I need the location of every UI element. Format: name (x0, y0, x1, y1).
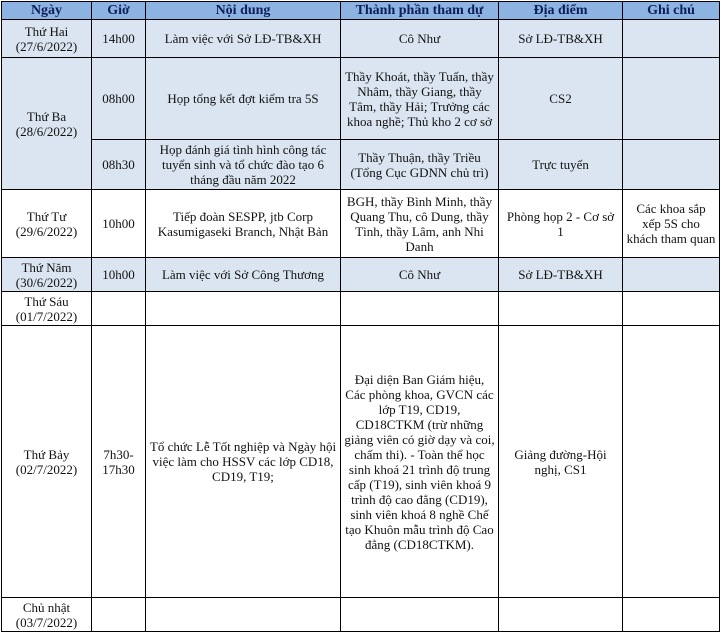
day-name: Thứ Ba (26, 108, 67, 124)
header-location: Địa điểm (499, 2, 623, 20)
table-row (2, 20, 720, 58)
time-cell: 08h00 (92, 58, 146, 140)
attendees-cell: Đại diện Ban Giám hiệu, Các phòng khoa, GVCN các lớp T19, CD19, CD18CTKM (trừ những giảng viên có giờ dạy và coi, chấm thi). - Toàn thể học sinh khoá 21 trình độ trung cấp (T19), sinh viên khoá 9 trình độ cao đẳng (CD19), sinh viên khoá 8 nghề Chế tạo Khuôn mẫu trình độ Cao đẳng (CD18CTKM). (341, 326, 499, 598)
table-row (2, 258, 720, 292)
schedule-table (1, 1, 720, 632)
note-cell (623, 598, 720, 632)
content-cell: Làm việc với Sở Công Thương (146, 258, 341, 292)
header-row (2, 2, 720, 20)
content-cell: Làm việc với Sở LĐ-TB&XH (146, 20, 341, 58)
table-row (2, 190, 720, 258)
location-cell (499, 598, 623, 632)
day-date: (30/6/2022) (15, 274, 78, 290)
time-cell: 10h00 (92, 258, 146, 292)
time-cell: 08h30 (92, 140, 146, 190)
attendees-cell (341, 292, 499, 326)
location-cell: Trực tuyến (499, 140, 623, 190)
day-name: Thứ Sáu (24, 293, 69, 309)
table-row (2, 292, 720, 326)
day-date: (02/7/2022) (15, 461, 78, 477)
location-cell: Sở LĐ-TB&XH (499, 20, 623, 58)
day-name: Thứ Hai (24, 23, 69, 39)
content-cell: Tổ chức Lễ Tốt nghiệp và Ngày hội việc làm cho HSSV các lớp CD18, CD19, T19; (146, 326, 341, 598)
day-cell (2, 598, 92, 632)
location-cell: Giảng đường-Hội nghị, CS1 (499, 326, 623, 598)
note-cell: Các khoa sắp xếp 5S cho khách tham quan (623, 190, 720, 258)
day-cell (2, 292, 92, 326)
note-cell (623, 258, 720, 292)
note-cell (623, 58, 720, 140)
attendees-cell: Cô Như (341, 20, 499, 58)
content-cell: Họp tổng kết đợt kiểm tra 5S (146, 58, 341, 140)
location-cell: CS2 (499, 58, 623, 140)
header-attendees: Thành phần tham dự (341, 2, 499, 20)
time-cell: 10h00 (92, 190, 146, 258)
content-cell (146, 598, 341, 632)
day-date: (28/6/2022) (15, 123, 78, 139)
note-cell (623, 326, 720, 598)
day-date: (01/7/2022) (15, 308, 78, 324)
day-cell (2, 326, 92, 598)
header-time: Giờ (92, 2, 146, 20)
time-cell (92, 292, 146, 326)
day-date: (27/6/2022) (15, 38, 78, 54)
table-row (2, 58, 720, 140)
time-cell (92, 598, 146, 632)
note-cell (623, 20, 720, 58)
table-row (2, 598, 720, 632)
note-cell (623, 140, 720, 190)
content-cell: Tiếp đoàn SESPP, jtb Corp Kasumigaseki Branch, Nhật Bản (146, 190, 341, 258)
content-cell (146, 292, 341, 326)
note-cell (623, 292, 720, 326)
time-cell: 7h30-17h30 (92, 326, 146, 598)
attendees-cell: Thầy Khoát, thầy Tuấn, thầy Nhâm, thầy Giang, thầy Tâm, thầy Hải; Trưởng các khoa nghề; Thủ kho 2 cơ sở (341, 58, 499, 140)
day-name: Thứ Tư (26, 208, 67, 224)
table-row (2, 326, 720, 598)
day-cell (2, 258, 92, 292)
attendees-cell: Cô Như (341, 258, 499, 292)
attendees-cell: BGH, thầy Bình Minh, thầy Quang Thu, cô Dung, thầy Tình, thầy Lâm, anh Nhi Danh (341, 190, 499, 258)
location-cell: Sở LĐ-TB&XH (499, 258, 623, 292)
time-cell: 14h00 (92, 20, 146, 58)
table-row (2, 140, 720, 190)
day-name: Thứ Năm (21, 259, 72, 275)
day-cell (2, 20, 92, 58)
location-cell (499, 292, 623, 326)
attendees-cell: Thầy Thuận, thầy Triều (Tổng Cục GDNN chủ trì) (341, 140, 499, 190)
day-name: Chủ nhật (22, 599, 71, 615)
day-name: Thứ Bảy (23, 446, 70, 462)
header-day: Ngày (2, 2, 92, 20)
location-cell: Phòng họp 2 - Cơ sở 1 (499, 190, 623, 258)
day-date: (29/6/2022) (15, 223, 78, 239)
attendees-cell (341, 598, 499, 632)
day-cell (2, 58, 92, 190)
content-cell: Họp đánh giá tình hình công tác tuyển sinh và tổ chức đào tạo 6 tháng đầu năm 2022 (146, 140, 341, 190)
header-note: Ghi chú (623, 2, 720, 20)
day-date: (03/7/2022) (15, 614, 78, 630)
day-cell (2, 190, 92, 258)
header-content: Nội dung (146, 2, 341, 20)
